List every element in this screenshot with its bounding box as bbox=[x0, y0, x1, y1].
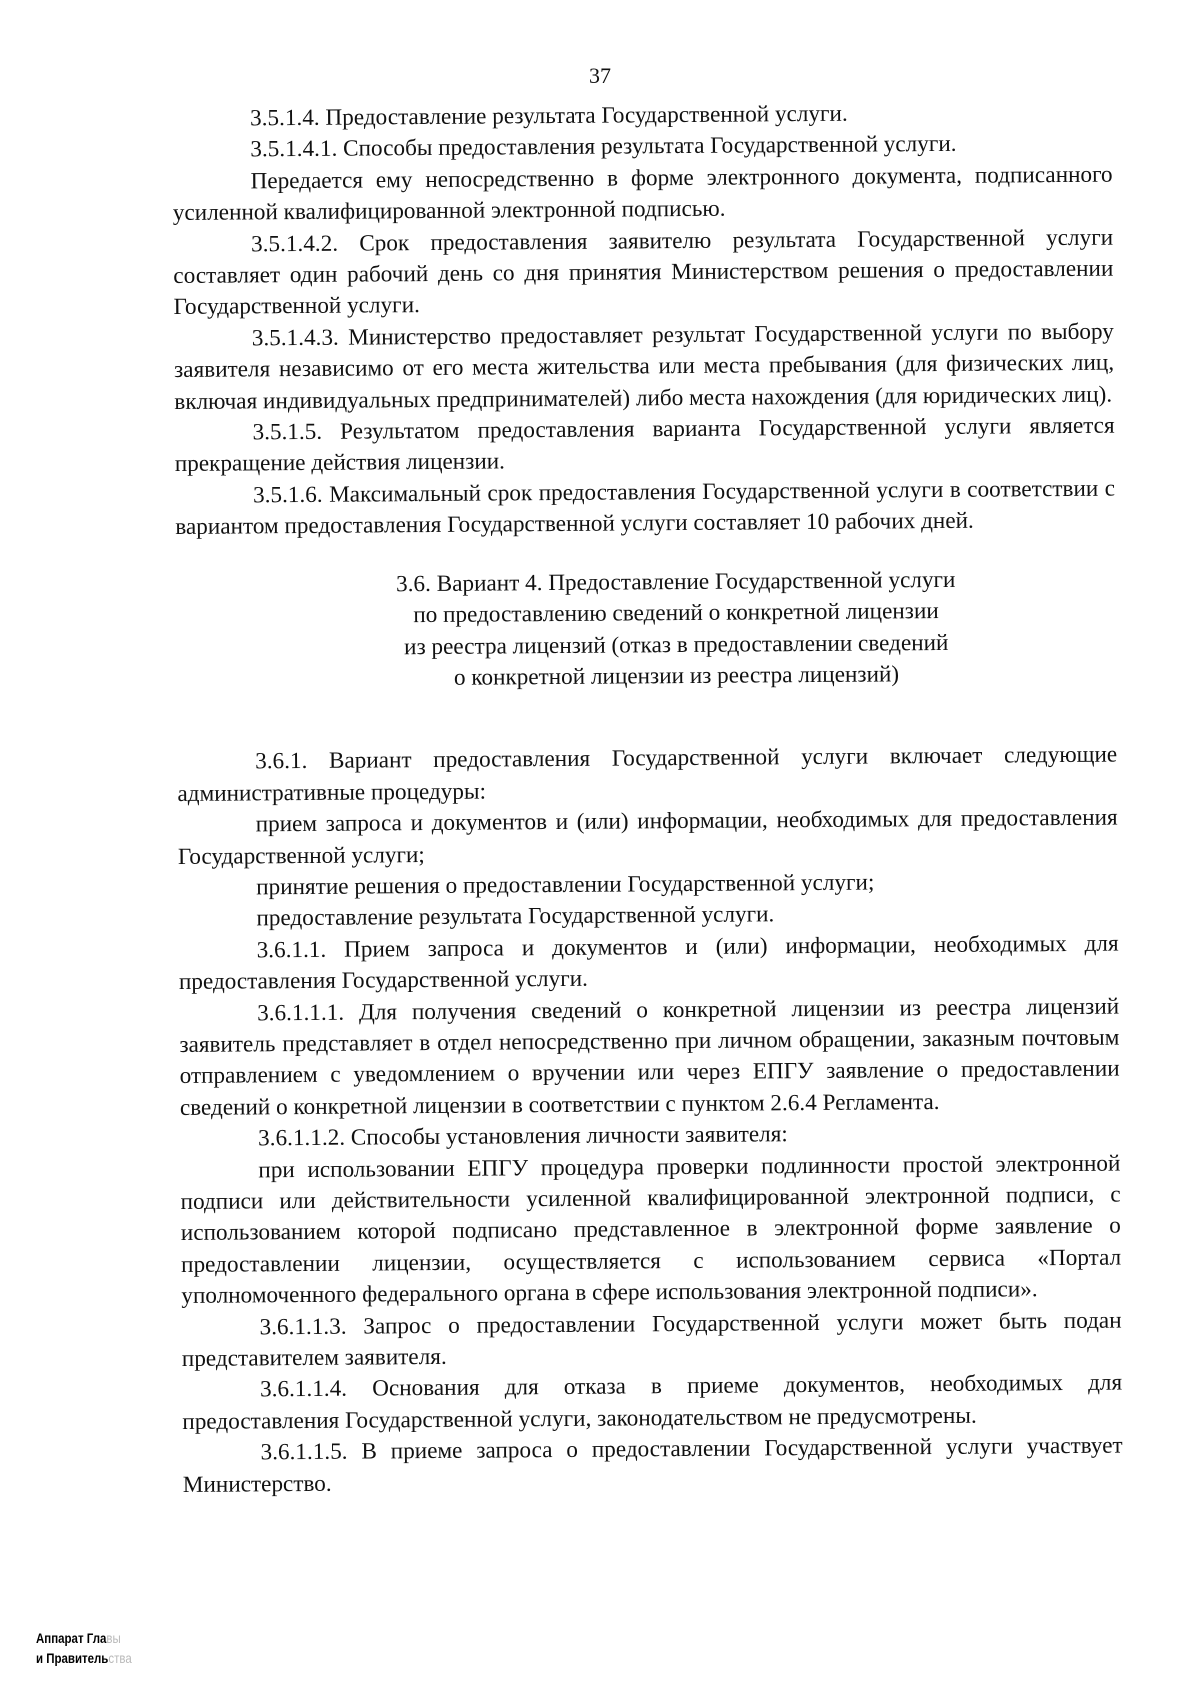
paragraph-3-5-1-4-3: 3.5.1.4.3. Министерство предоставляет результат Государственной услуги по выбору заявителя независимо от его места жительства или места пребывания (для физических лиц, включая индивидуальных предпринимателей) либо места нахождения (для юридических лиц). bbox=[173, 318, 1115, 415]
heading-line: о конкретной лицензии из реестра лицензий) bbox=[453, 661, 900, 691]
paragraph-3-5-1-4-2: 3.5.1.4.2. Срок предоставления заявителю результата Государственной услуги составляет один рабочий день со дня принятия Министерством решения о предоставлении Государственной услуги. bbox=[173, 224, 1114, 321]
stamp-line-1 bbox=[36, 1628, 132, 1648]
heading-line: из реестра лицензий (отказ в предоставлении сведений bbox=[403, 629, 949, 660]
stamp-text-faded: вы bbox=[106, 1630, 121, 1646]
paragraph-3-6-1: 3.6.1. Вариант предоставления Государственной услуги включает следующие административные процедуры: bbox=[177, 741, 1118, 807]
stamp-text: Аппарат Гла bbox=[36, 1630, 107, 1646]
paragraph-3-5-1-5: 3.5.1.5. Результатом предоставления варианта Государственной услуги является прекращение действия лицензии. bbox=[174, 412, 1115, 478]
paragraph-3-6-1-1-2: 3.6.1.1.2. Способы установления личности заявителя: bbox=[258, 1121, 788, 1152]
paragraph-3-6-1-1-1: 3.6.1.1.1. Для получения сведений о конкретной лицензии из реестра лицензий заявитель представляет в отдел непосредственно при личном обращении, заказным почтовым отправлением с уведомлением о вручении или через ЕПГУ заявление о предоставлении сведений о конкретной лицензии в соответствии с пунктом 2.6.4 Регламента. bbox=[179, 993, 1120, 1121]
paragraph-3-6-1-1-4: 3.6.1.1.4. Основания для отказа в приеме документов, необходимых для предоставления Государственной услуги, законодательством не предусмотрены. bbox=[182, 1370, 1123, 1435]
office-stamp bbox=[36, 1628, 132, 1668]
paragraph-3-5-1-6: 3.5.1.6. Максимальный срок предоставления Государственной услуги в соответствии с вариантом предоставления Государственной услуги составляет 10 рабочих дней. bbox=[175, 475, 1116, 541]
stamp-line-2 bbox=[36, 1648, 132, 1668]
section-heading-3-6 bbox=[176, 563, 1117, 696]
paragraph-transfer-method: Передается ему непосредственно в форме электронного документа, подписанного усиленной квалифицированной электронной подписью. bbox=[172, 161, 1113, 227]
list-item-procedure-result: предоставление результата Государственной услуги. bbox=[256, 901, 775, 932]
paragraph-3-6-1-1-3: 3.6.1.1.3. Запрос о предоставлении Государственной услуги может быть подан представителем заявителя. bbox=[181, 1307, 1122, 1372]
page-number: 37 bbox=[589, 63, 611, 88]
paragraph-3-5-1-4-1: 3.5.1.4.1. Способы предоставления результата Государственной услуги. bbox=[250, 131, 957, 163]
paragraph-identity-verification: при использовании ЕПГУ процедура проверки подлинности простой электронной подписи или действительности усиленной квалифицированной электронной подписи, с использованием которой подписано представленное в электронной форме заявление о предоставлении лицензии, осуществляется с использованием сервиса «Портал уполномоченного федерального органа в сфере использования электронной подписи». bbox=[180, 1150, 1122, 1310]
stamp-text: и Правитель bbox=[36, 1650, 109, 1666]
paragraph-3-6-1-1-5: 3.6.1.1.5. В приеме запроса о предоставлении Государственной услуги участвует Министерство. bbox=[182, 1432, 1123, 1498]
paragraph-3-6-1-1: 3.6.1.1. Прием запроса и документов и (или) информации, необходимых для предоставления Государственной услуги. bbox=[178, 930, 1119, 996]
document-body bbox=[172, 97, 1123, 1501]
heading-line: 3.6. Вариант 4. Предоставление Государственной услуги bbox=[396, 566, 956, 597]
heading-line: по предоставлению сведений о конкретной лицензии bbox=[413, 598, 939, 629]
list-item-procedure-decision: принятие решения о предоставлении Государственной услуги; bbox=[256, 869, 875, 901]
stamp-text-faded: ства bbox=[108, 1650, 132, 1666]
paragraph-3-5-1-4: 3.5.1.4. Предоставление результата Государственной услуги. bbox=[250, 100, 848, 132]
list-item-procedure-intake: прием запроса и документов и (или) информации, необходимых для предоставления Государственной услуги; bbox=[177, 804, 1118, 870]
